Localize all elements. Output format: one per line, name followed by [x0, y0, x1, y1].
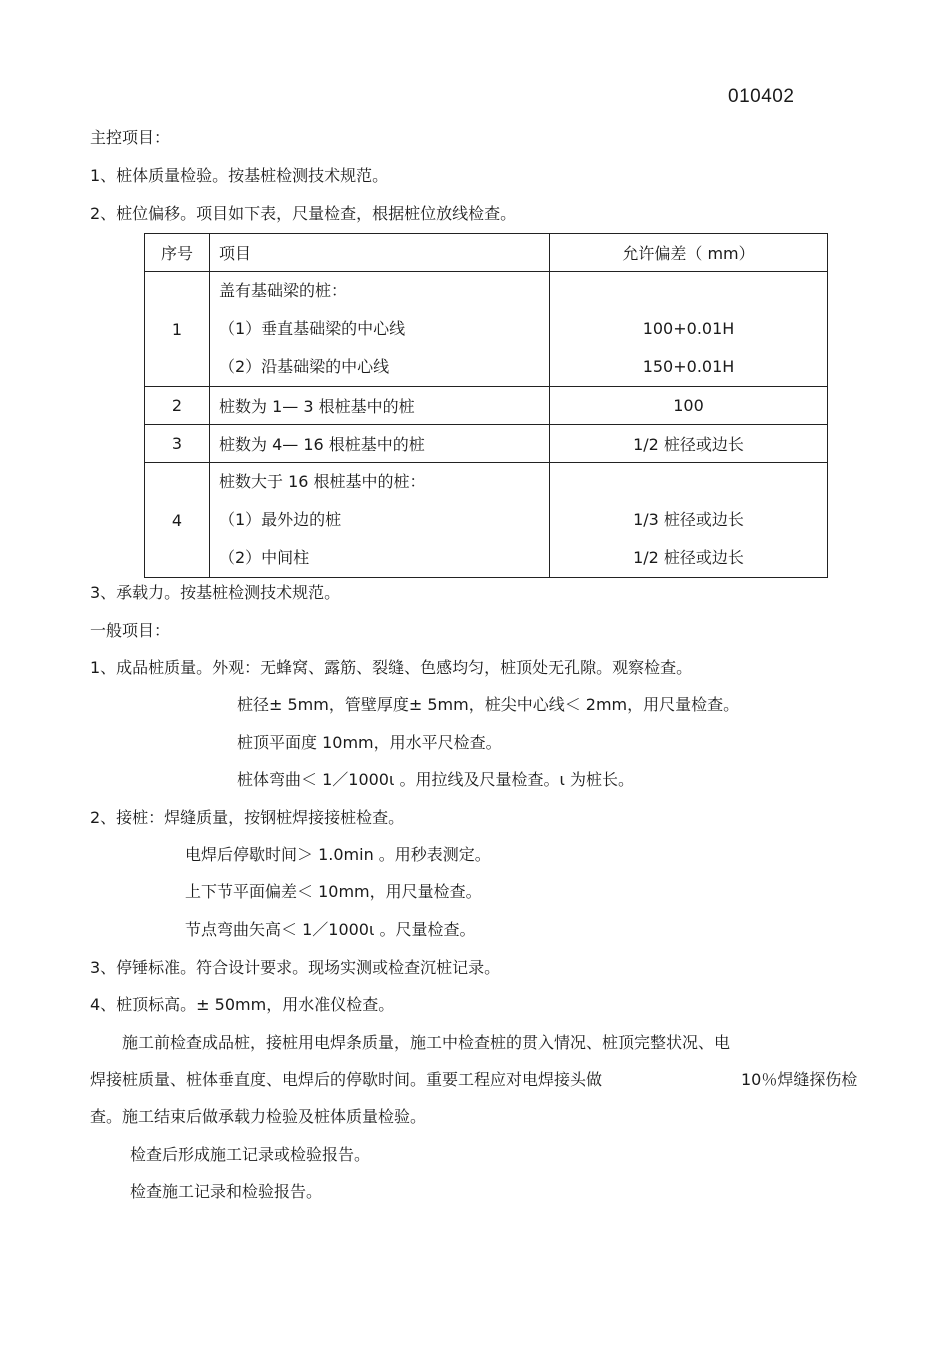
general-item-2: 2、接桩：焊缝质量，按钢桩焊接接桩检查。	[90, 808, 405, 827]
row-items	[210, 463, 550, 578]
general-heading: 一般项目：	[90, 621, 171, 640]
row-item-line: （2）中间柱	[219, 548, 310, 567]
general-item-1-sub-3: 桩体弯曲＜ 1／1000ι 。用拉线及尺量检查。ι 为桩长。	[237, 770, 634, 789]
general-item-1: 1、成品桩质量。外观：无蜂窝、露筋、裂缝、色感均匀，桩顶处无孔隙。观察检查。	[90, 658, 693, 677]
paragraph-line-2-end: 10％焊缝探伤检	[741, 1070, 858, 1089]
general-item-4: 4、桩顶标高。± 50mm，用水准仪检查。	[90, 995, 395, 1014]
row-item-line: （1）最外边的桩	[219, 510, 342, 529]
table-row	[145, 387, 828, 425]
main-control-item-2: 2、桩位偏移。项目如下表，尺量检查，根据桩位放线检查。	[90, 204, 517, 223]
row-no: 3	[145, 425, 210, 463]
row-value: 1/2 桩径或边长	[550, 425, 828, 463]
row-items	[210, 272, 550, 387]
row-item: 桩数为 4— 16 根桩基中的桩	[210, 425, 550, 463]
row-values	[550, 272, 828, 387]
general-item-1-sub-1: 桩径± 5mm，管壁厚度± 5mm，桩尖中心线＜ 2mm，用尺量检查。	[237, 695, 740, 714]
records-line-1: 检查后形成施工记录或检验报告。	[130, 1145, 371, 1164]
row-value-line: 1/3 桩径或边长	[633, 510, 744, 529]
general-item-2-sub-2: 上下节平面偏差＜ 10mm，用尺量检查。	[185, 882, 482, 901]
row-item-line: 盖有基础梁的桩：	[219, 281, 348, 300]
row-value: 100	[550, 387, 828, 425]
header-item: 项目	[210, 234, 550, 272]
paragraph-line-2: 焊接桩质量、桩体垂直度、电焊后的停歇时间。重要工程应对电焊接头做	[90, 1070, 603, 1089]
row-item-line: （1）垂直基础梁的中心线	[219, 319, 406, 338]
row-item: 桩数为 1— 3 根桩基中的桩	[210, 387, 550, 425]
row-no: 4	[145, 463, 210, 578]
row-value-line: 1/2 桩径或边长	[633, 548, 744, 567]
row-value-line	[550, 463, 827, 501]
pile-offset-table	[144, 233, 828, 578]
document-code: 010402	[728, 86, 795, 107]
general-item-3: 3、停锤标准。符合设计要求。现场实测或检查沉桩记录。	[90, 958, 501, 977]
row-value-line: 150+0.01H	[642, 357, 735, 376]
row-no: 1	[145, 272, 210, 387]
row-value-line: 100+0.01H	[642, 319, 735, 338]
general-item-1-sub-2: 桩顶平面度 10mm，用水平尺检查。	[237, 733, 502, 752]
main-control-item-1: 1、桩体质量检验。按基桩检测技术规范。	[90, 166, 389, 185]
row-item-line: （2）沿基础梁的中心线	[219, 357, 390, 376]
row-value-line	[550, 272, 827, 310]
header-tolerance: 允许偏差（ mm）	[550, 234, 828, 272]
table-row	[145, 425, 828, 463]
row-no: 2	[145, 387, 210, 425]
general-item-2-sub-1: 电焊后停歇时间＞ 1.0min 。用秒表测定。	[185, 845, 491, 864]
paragraph-line-3: 查。施工结束后做承载力检验及桩体质量检验。	[90, 1107, 427, 1126]
paragraph-line-1: 施工前检查成品桩，接桩用电焊条质量，施工中检查桩的贯入情况、桩顶完整状况、电	[122, 1033, 731, 1052]
row-item-line: 桩数大于 16 根桩基中的桩：	[219, 472, 426, 491]
main-control-item-3: 3、承载力。按基桩检测技术规范。	[90, 583, 341, 602]
general-item-2-sub-3: 节点弯曲矢高＜ 1／1000ι 。尺量检查。	[185, 920, 476, 939]
table-row	[145, 272, 828, 387]
records-line-2: 检查施工记录和检验报告。	[130, 1182, 323, 1201]
header-no: 序号	[145, 234, 210, 272]
table-row	[145, 463, 828, 578]
main-control-heading: 主控项目：	[90, 128, 171, 147]
row-values	[550, 463, 828, 578]
table-header-row	[145, 234, 828, 272]
